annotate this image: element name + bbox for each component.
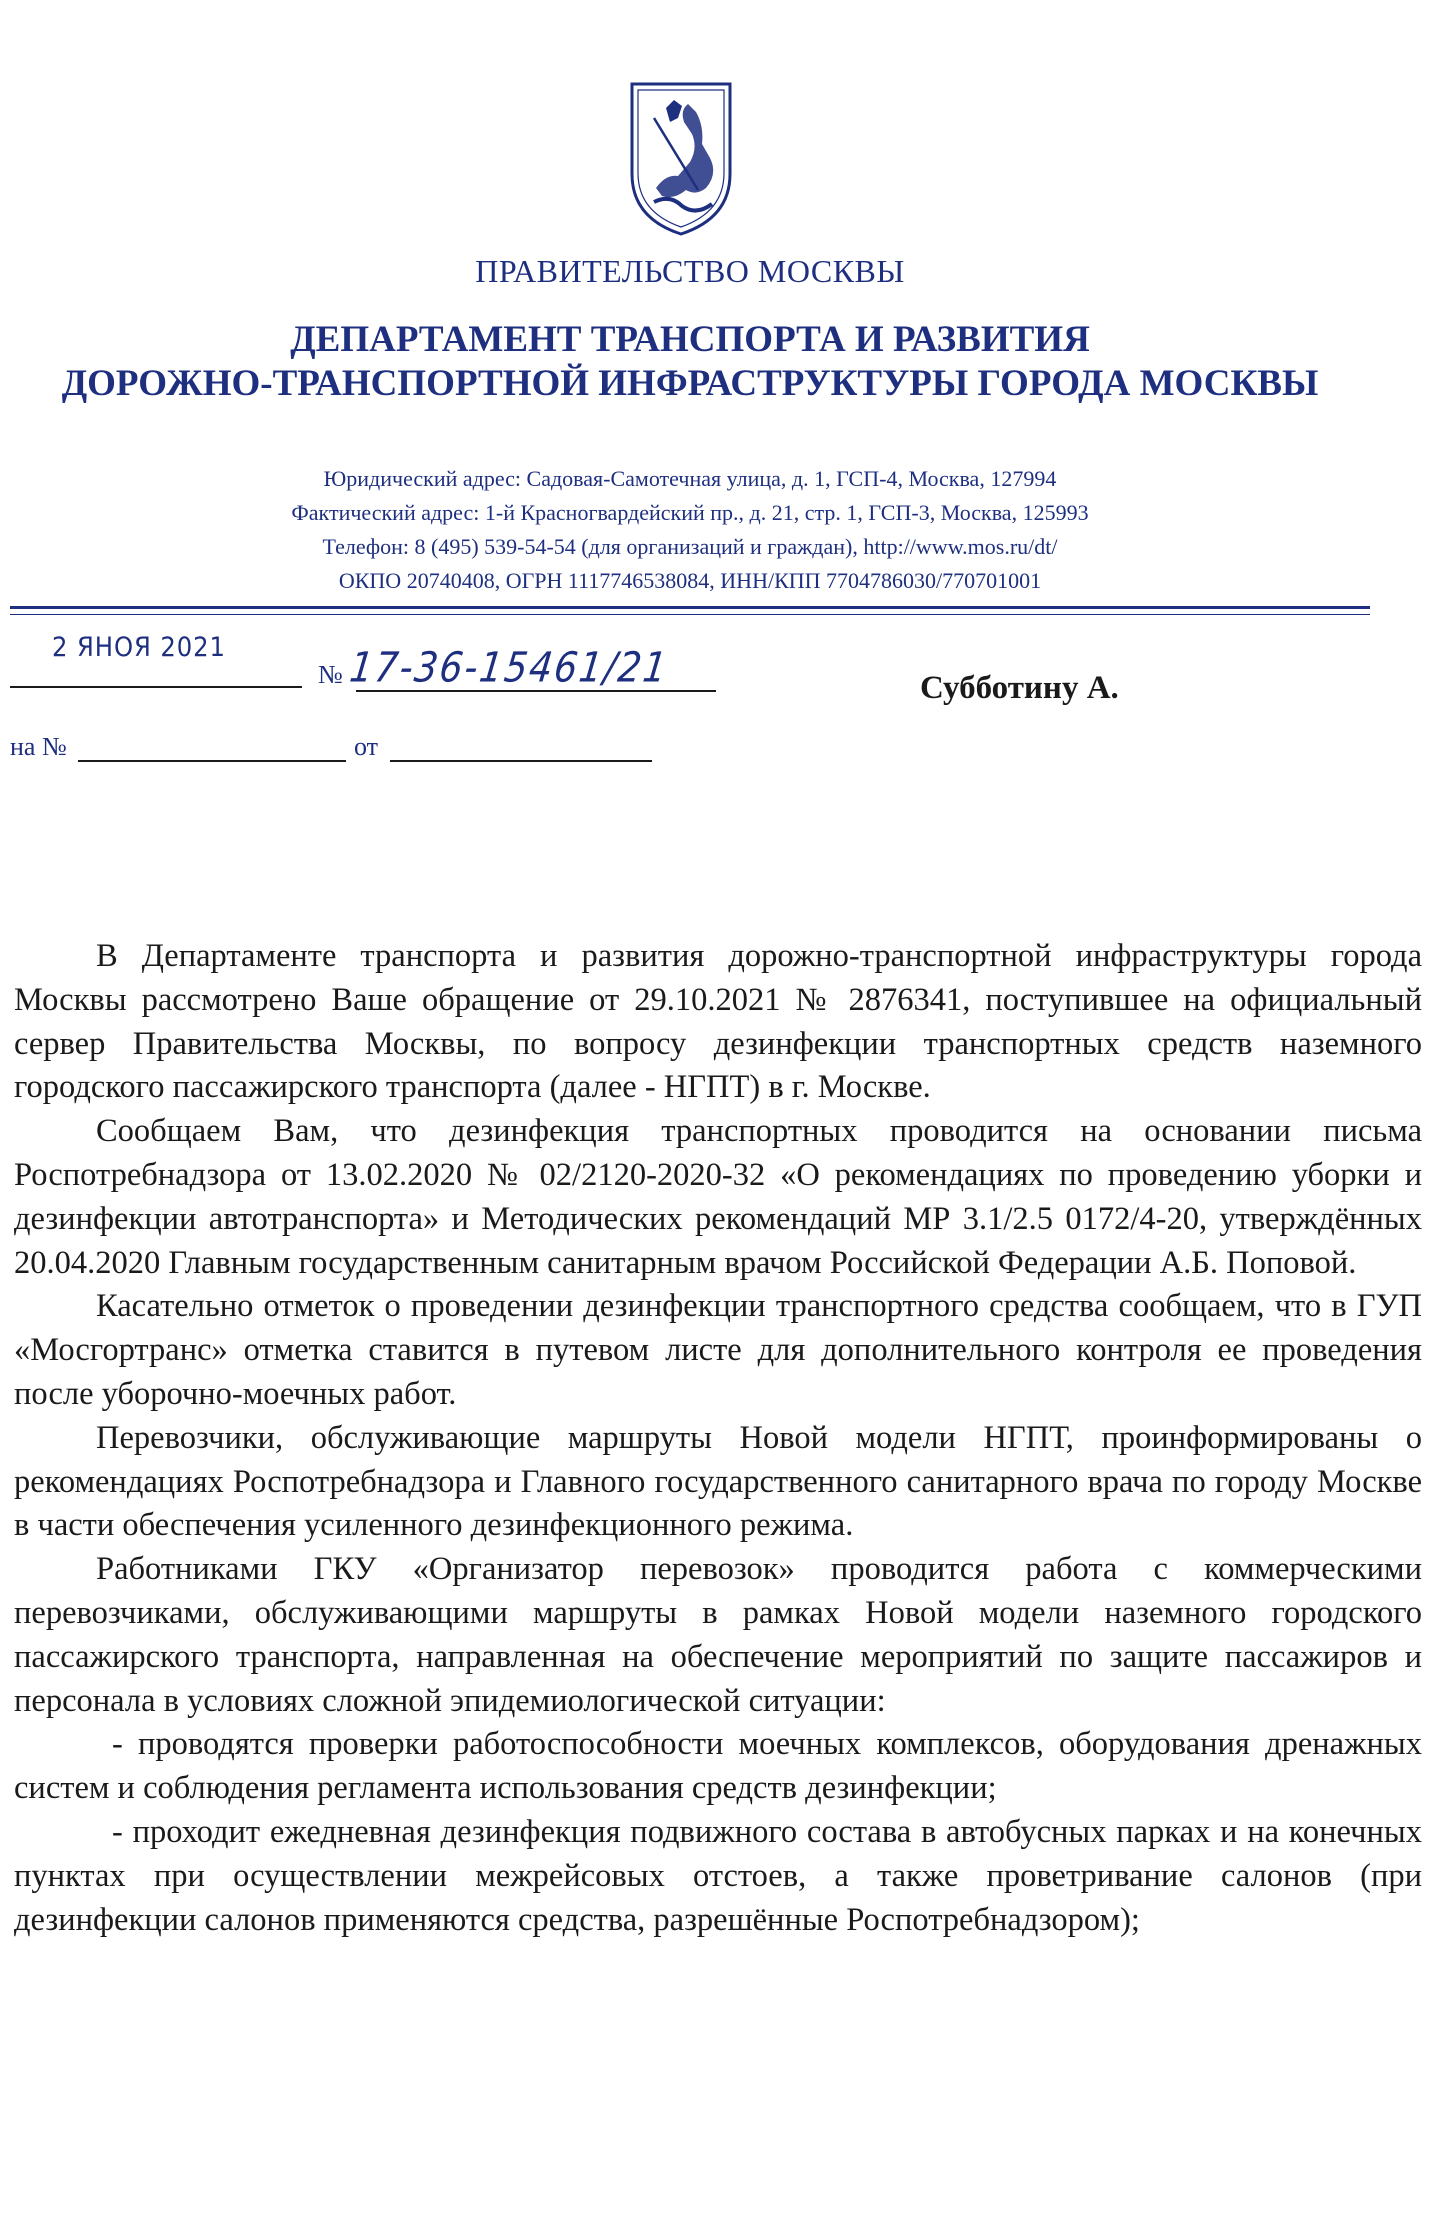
department-title-line1: ДЕПАРТАМЕНТ ТРАНСПОРТА И РАЗВИТИЯ: [290, 319, 1090, 360]
header-divider-thin: [10, 614, 1370, 615]
paragraph: Сообщаем Вам, что дезинфекция транспортных проводится на основании письма Роспотребнадзора от 13.02.2020 № 02/2120-2020-32 «О рекомендациях по проведению уборки и дезинфекции автотранспорта» и Методических рекомендаций МР 3.1/2.5 0172/4-20, утверждённых 20.04.2020 Главным государственным санитарным врачом Российской Федерации А.Б. Поповой.: [14, 1113, 1422, 1281]
date-line: [10, 686, 302, 688]
paragraph: Перевозчики, обслуживающие маршруты Новой модели НГПТ, проинформированы о рекомендациях Роспотребнадзора и Главного государственного санитарного врача по городу Москве в части обеспечения усиленного дезинфекционного режима.: [14, 1419, 1422, 1544]
number-sign: №: [318, 660, 343, 689]
from-line: [390, 760, 652, 762]
paragraph: В Департаменте транспорта и развития дорожно-транспортной инфраструктуры города Москвы рассмотрено Ваше обращение от 29.10.2021 № 2876341, поступившее на официальный сервер Правительства Москвы, по вопросу дезинфекции транспортных средств наземного городского пассажирского транспорта (далее - НГПТ) в г. Москве.: [14, 938, 1422, 1106]
reference-line: [78, 760, 346, 762]
department-title-line2: ДОРОЖНО-ТРАНСПОРТНОЙ ИНФРАСТРУКТУРЫ ГОРОДА МОСКВЫ: [61, 363, 1319, 404]
contact-phone: Телефон: 8 (495) 539-54-54 (для организаций и граждан), http://www.mos.ru/dt/: [322, 534, 1058, 559]
list-item: - проходит ежедневная дезинфекция подвижного состава в автобусных парках и на конечных пунктах при осуществлении межрейсовых отстоев, а также проветривание салонов (при дезинфекции салонов применяются средства, разрешённые Роспотребнадзором);: [14, 1813, 1422, 1938]
actual-address: Фактический адрес: 1-й Красногвардейский пр., д. 21, стр. 1, ГСП-3, Москва, 125993: [291, 500, 1089, 525]
from-label: от: [354, 732, 379, 761]
paragraph: Работниками ГКУ «Организатор перевозок» проводится работа с коммерческими перевозчиками, обслуживающими маршруты в рамках Новой модели наземного городского пассажирского транспорта, направленная на обеспечение мероприятий по защите пассажиров и персонала в условиях сложной эпидемиологической ситуации:: [14, 1551, 1422, 1719]
list-item: - проводятся проверки работоспособности моечных комплексов, оборудования дренажных систем и соблюдения регламента использования средств дезинфекции;: [14, 1726, 1422, 1807]
number-line: [356, 690, 716, 692]
reference-label: на №: [10, 732, 67, 761]
government-title: ПРАВИТЕЛЬСТВО МОСКВЫ: [475, 253, 905, 289]
letter-body: [14, 935, 1422, 1942]
registry-codes: ОКПО 20740408, ОГРН 1117746538084, ИНН/КПП 7704786030/770701001: [338, 568, 1042, 593]
recipient-name: Субботину А.: [920, 670, 1119, 706]
legal-address: Юридический адрес: Садовая-Самотечная улица, д. 1, ГСП-4, Москва, 127994: [323, 466, 1057, 491]
paragraph: Касательно отметок о проведении дезинфекции транспортного средства сообщаем, что в ГУП «Мосгортранс» отметка ставится в путевом листе для дополнительного контроля ее проведения после уборочно-моечных работ.: [14, 1288, 1422, 1412]
moscow-coat-of-arms-icon: [626, 78, 736, 238]
outgoing-number: 17-36-15461/21: [347, 644, 671, 693]
date-stamp: 2 ЯНОЯ 2021: [52, 632, 226, 663]
header-divider-thick: [10, 606, 1370, 609]
